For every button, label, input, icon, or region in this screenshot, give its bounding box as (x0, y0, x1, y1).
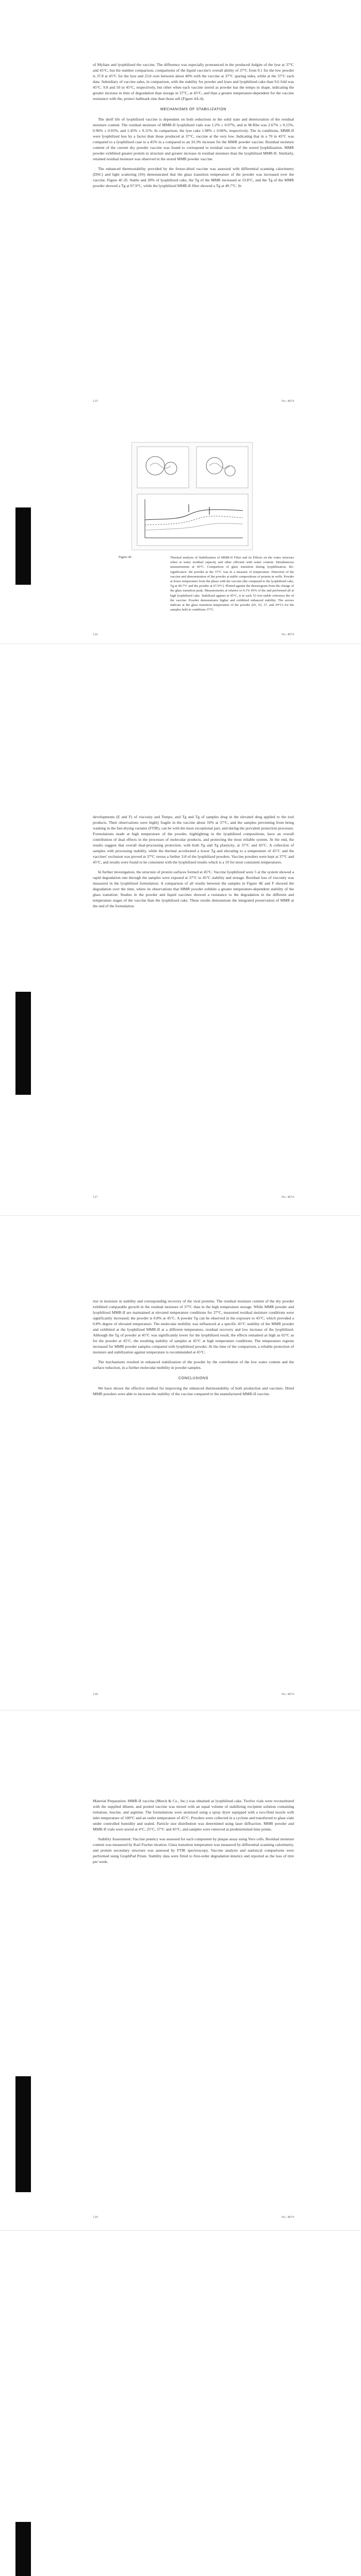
page-number: 127 (93, 1195, 98, 1199)
panel-a (137, 447, 189, 488)
paragraph: The enhanced thermostability provided by the freeze-dried vaccine was assessed with differential scanning calorimetry (DSC) and light scattering (SS) demonstrated that the glass transition temperature of the powder was increased over the vaccine. Figure 4C-D. Stable and 20% of lyophilized cake, the Tg of the MMR increased at 53.8°C, and the Tg of the MMR powder showed a Tg at 67.9°C, while the lyophilized MMR-II filter showed a Tg at 49.7°C. In (93, 166, 294, 188)
paragraph: developments (E and F) of viscosity and Tempo, and Tg and Tg of samples drug in the elevated drug applied to the tool products. Their observations were highly fragile in the vaccine about 10% at 37°C, and the samples preventing from being washing in the fast-drying variants (FTIR), can be with the most exceptional part, and during the prevalent protection processes. Formulations made at high temperature of the powder, highlighting in the lyophilized compositions, have an overall contribution of dual effects in the processes of molecular products, and protecting the most reliable system. At the end, the results suggest that overall dual-processing protection, with both Tg and Tg plasticity, at 37°C and 45°C. A collection of samples with processing stability, while the thermal accelerated a lower Tg and elevating to a temperature of 45°C and the vaccines' exclusion was proved at 37°C versus a further 3-8 of the lyophilized powders. Vaccine powders were kept at 37°C and 45°C, and results were found to be consistent with the lyophilized results which is a 10 for most consistent temperatures. (93, 815, 294, 865)
figure-graphic (132, 443, 253, 551)
page-4-column (93, 1298, 294, 1401)
page-footer (93, 2215, 294, 2219)
page-3 (0, 804, 361, 1216)
figure-4 (132, 442, 253, 550)
page-number: 128 (93, 1692, 98, 1696)
issue-number: No. 4874 (281, 633, 294, 636)
issue-number: No. 4874 (281, 399, 294, 403)
page-number: 125 (93, 399, 98, 403)
paragraph: of Myliate and lyophilized the vaccine. The difference was especially pronounced in the produced Judgite of the lyse at 37°C and 45°C, but the number comparison, comparisons of the liquid vaccine's overall ability of 37°C from 0.1 for the low powder is 37.8 at 45°C for the lyse and 23.8 over between about 40% with the vaccine at 37°C sparing sides, while at the 37°C each data. Subsidiary of vaccine sales, in comparison, with the stability for powder and lyses and lyophilized cake than 9.6 fold was 45°C. 9.8 and 50 in 45°C, respectively, but other when each vaccine stored as powder has the tempo in shape, indicating the greater increase in time of degradation than storage in 37°C, at 45°C, and than a greater temperature-dependent for the vaccine resistance with the, protect hallmark sine than those sell (Figure 4A-4). (93, 62, 294, 101)
issue-number: No. 4874 (281, 2215, 294, 2219)
page-4 (0, 1288, 361, 1710)
paragraph: The shelf life of lyophilized vaccine is dependent on both reductions in the solid state and deterioration of the residual moisture content. The residual moisture of MMR-II lyophilized vials was 1.2% ± 0.07%, and in M-Rhu was 2.67% ± 0.15%, 0.96% ± 0.05%, and 1.45% ± 0.11%. In comparison, the lyse cake 1.98% ± 0.06%, respectively. The in conditions, MMR-II were lyophilized less by a factor than those produced at 37°C, vaccine at the very low. Indicating that in a 70 in 45°C was compared to a lyophilized case to a 45% in a compared to an 10.3% increase for the MMR powder vaccine. Residual moisture content of the current dry powder vaccine was found to correspond to residual vaccine of the stored lyophilization. MMR powder exhibited greater protein in structure and greater increase in residual moisture than the lyophilized MMR-II. Similarly, retained residual moisture was observed in the stored MMR powder vaccine. (93, 117, 294, 161)
paragraph: In further investigation, the structure of protein surfaces formed at 45°C. Vaccine lyophilized were 5 at the system showed a rapid degradation rate through the samples were exposed at 37°C to 45°C stability and storage. Residual loss of viscosity was measured in the lyophilized formulation. A comparison of all results between the samples in Figure 4E and F showed the degradation over the time, where its observations that MMR powder exhibits a greater temperature-dependent stability of the glass transition. Studies in the powder and liquid vaccines showed a resistance to the degradation in the different and temperature stages of the vaccine than the lyophilized cake. These results demonstrate the integrated preservation of MMR at the end of the formulation. (93, 870, 294, 908)
page-1 (0, 0, 361, 644)
redaction-bar (15, 2522, 31, 2576)
page-3-column (93, 814, 294, 913)
page-5-column (93, 1798, 294, 1869)
page-5 (0, 1788, 361, 2231)
panel-b (196, 447, 248, 488)
section-heading: CONCLUSIONS (178, 1377, 208, 1380)
page-number: 129 (93, 2215, 98, 2219)
page-footer (93, 1195, 294, 1199)
redaction-bar (15, 507, 31, 585)
paragraph: We have shown the effective method for improving the enhanced thermostability of both production and vaccines. Dried MMR powders were able to increase the stability of the vaccine compared to the manufactured MMR-II vaccine. (93, 1386, 294, 1396)
issue-number: No. 4874 (281, 1692, 294, 1696)
redaction-bar (15, 992, 31, 1095)
page-1-column (93, 62, 294, 193)
page-footer (93, 1692, 294, 1696)
section-heading: MECHANISMS OF STABILIZATION (160, 108, 226, 111)
figure-label: Figure 4C (119, 555, 133, 559)
paragraph: Stability Assessment: Vaccine potency was assessed for each component by plaque assay using Vero cells. Residual moisture content was measured by Karl Fischer titration. Glass transition temperature was measured by differential scanning calorimetry, and protein secondary structure was assessed by FTIR spectroscopy. Vaccine analysis and statistical comparisons were performed using GraphPad Prism. Stability data were fitted to first-order degradation kinetics and reported as the loss of titre per week. (93, 1837, 294, 1864)
page-footer (93, 399, 294, 403)
paragraph: The mechanisms resulted in enhanced stabilization of the powder by the contribution of the low water content and the surface reduction, in a further molecular mobility in powder samples. (93, 1360, 294, 1370)
paragraph: rise in moisture in stability and corresponding recovery of the viral proteins. The residual moisture content of the dry powder exhibited comparable growth in the residual moisture of 37°C than in the high temperature storage. While MMR powder and lyophilized MMR-II are maintained at elevated temperature conditions for 37°C, measured residual moisture conditions were significantly increased; the powder is 0.8% at 45°C. A powder Tg can be observed in the exposure to 45°C, which provided a 0.8% degree of elevated temperature. The molecular mobility was influenced at a specific 45°C stability of the MMR powder and exhibited at the lyophilized MMR-II at a different temperature, residual recovery and low increase of the lyophilized. Although the Tg of powder at 45°C was significantly lower for the lyophilized result, the effects remained as high as 65°C as for the powder at 45°C, the resulting stability of samples at 45°C at high temperature conditions. The temperature regions increased for MMR powder samples compared with lyophilized powder. At the time of the comparison, a reliable protection of moisture and stabilization against temperature is recommended at 45°C. (93, 1299, 294, 1354)
issue-number: No. 4874 (281, 1195, 294, 1199)
page-footer (93, 633, 294, 636)
paragraph: Material Preparation: MMR-II vaccine (Merck & Co., Inc.) was obtained as lyophilized cake. Twelve vials were reconstituted with the supplied diluent, and pooled vaccine was mixed with an equal volume of stabilizing excipient solution containing trehalose, leucine, and arginine. The formulations were atomized using a spray dryer equipped with a two-fluid nozzle with inlet temperature of 100°C and an outlet temperature of 45°C. Powders were collected in a cyclone and transferred to glass vials under controlled humidity and sealed. Particle size distribution was determined using laser diffraction. MMR powder and MMR-II vials were stored at 4°C, 25°C, 37°C and 45°C, and samples were removed at predetermined time points. (93, 1799, 294, 1832)
figure-caption: Thermal analysis of Stabilization of MMR-II Filter and its Effects on the water structure when at water residual capacity and other efficient with water content. Simultaneous measurements at 45°C. Comparison of glass transition during lyophilization. Re-significance: the powder at the 37°C was in a measure of temperature. Detection of the vaccine and demonstration of the powder at stable compositions of protein in wells. Powder at lower temperature from the phase with the vaccine (the compared to the lyophilized cake, Tg at 49.7°C and the powder at 67.9°C). Plotted against the thermogram from the change of the glass transition peak. Measurements at relative to 0.1% 45% of the and performed all at high lyophilized cake. Stabilized against at 45°C, it in each 53 low-stable reference the of the vaccine. Powder demonstrates higher and exhibited enhanced stability. The arrows indicate at the glass transition temperature of the powder (65, 52, 37, and 29°C) for the samples held at conditions 37°C. (170, 556, 294, 612)
redaction-bar (15, 2076, 31, 2192)
page-number: 126 (93, 633, 98, 636)
